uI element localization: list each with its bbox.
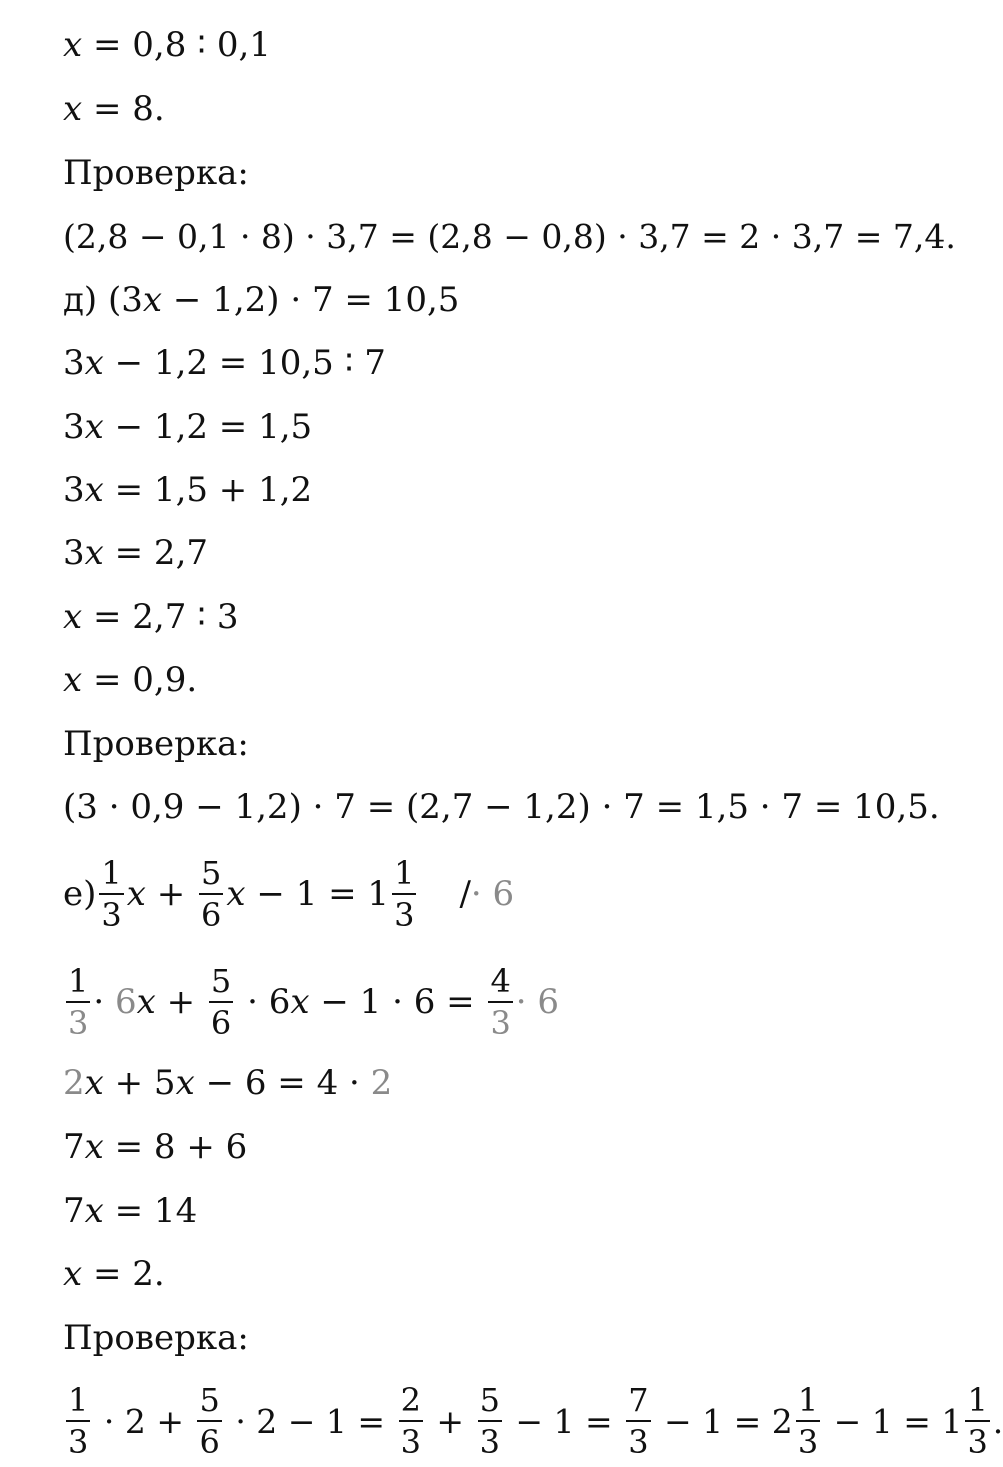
fraction-one-third [66,962,90,1042]
coef: 7 [63,1191,85,1231]
expr: − 1 = 1 [823,1401,963,1441]
fraction-seven-third [626,1381,650,1461]
fraction-bar [392,893,416,895]
var-x: x [136,982,156,1022]
fraction-bar [965,1420,989,1422]
denominator: 3 [394,896,415,934]
numerator: 5 [479,1381,500,1419]
line-9 [63,533,209,573]
line-10 [63,597,239,637]
expr: = 0,9. [82,660,198,700]
var-x: x [175,1063,195,1103]
fraction-bar [796,1420,820,1422]
var-x: x [84,343,104,383]
numerator: 5 [201,854,222,892]
numerator: 1 [101,854,122,892]
problem-e [63,846,514,942]
expr: − 1 = 2 [653,1401,793,1441]
numerator: 1 [967,1381,988,1419]
denominator: 6 [210,1004,232,1042]
hint-six: 6 [114,982,137,1022]
check-heading-1: Проверка: [63,153,249,193]
var-x: x [84,470,104,510]
line-18 [63,1191,198,1231]
fraction-bar [488,1001,512,1003]
line-6 [63,343,386,383]
check-line-2: (3 · 0,9 − 1,2) · 7 = (2,7 − 1,2) · 7 = 1,5 · 7 = 10,5. [63,787,940,827]
var-x: x [84,1127,104,1167]
var-x: x [63,660,83,700]
denominator: 3 [400,1423,421,1461]
numerator: 1 [68,1381,89,1419]
denominator: 6 [199,1423,220,1461]
denominator: 3 [490,1004,511,1042]
numerator: 2 [400,1381,421,1419]
expr: = 2,7 [103,533,209,573]
fraction-bar [478,1420,502,1422]
fraction-four-third [488,962,512,1042]
numerator: 1 [797,1381,819,1419]
fraction-five-sixth [209,962,233,1042]
label-e: е) [63,874,97,914]
fraction-five-third [478,1381,502,1461]
fraction-bar [199,893,223,895]
denominator: 3 [479,1423,500,1461]
fraction-bar [197,1420,221,1422]
denominator: 3 [797,1423,819,1461]
expr: = 8. [82,89,165,129]
check-heading-2: Проверка: [63,724,249,764]
label-d: д) (3 [63,280,143,320]
fraction-one-third [66,1381,90,1461]
expr: − 1 = [504,1401,624,1441]
var-x: x [84,533,104,573]
period: . [992,1401,1003,1441]
denominator: 3 [967,1423,988,1461]
line-15 [63,954,559,1050]
denominator: 3 [68,1423,89,1461]
coef: 3 [63,533,85,573]
fraction-one-third [796,1381,820,1461]
expr: − 1,2) · 7 = 10,5 [162,280,460,320]
numerator: 1 [394,854,415,892]
denominator: 6 [201,896,222,934]
fraction-bar [209,1001,233,1003]
expr: − 1 = 1 [245,874,390,914]
expr: − 6 = 4 · [194,1063,371,1103]
fraction-bar [99,893,123,895]
line-19 [63,1254,165,1294]
var-x: x [126,874,146,914]
expr: · 2 + [93,1401,195,1441]
expr: = 8 + 6 [103,1127,248,1167]
var-x: x [226,874,246,914]
line-1 [63,25,271,65]
hint-times-six: · 6 [515,982,560,1022]
fraction-two-third [399,1381,423,1461]
var-x: x [63,597,83,637]
line-8 [63,470,313,510]
line-17 [63,1127,248,1167]
expr: = 14 [103,1191,198,1231]
hint-two: 2 [370,1063,393,1103]
expr: = 1,5 + 1,2 [103,470,313,510]
multiplier-hint: · 6 [470,874,515,914]
fraction-one-third [392,854,416,934]
var-x: x [84,1063,104,1103]
coef: 3 [63,407,85,447]
line-7 [63,407,313,447]
fraction-bar [399,1420,423,1422]
check-heading-3: Проверка: [63,1318,249,1358]
denominator: 3 [101,896,122,934]
fraction-bar [66,1001,90,1003]
expr: − 1,2 = 1,5 [103,407,313,447]
coef: 7 [63,1127,85,1167]
var-x: x [63,89,83,129]
line-2 [63,89,165,129]
check-line-1: (2,8 − 0,1 · 8) · 3,7 = (2,8 − 0,8) · 3,7 = 2 · 3,7 = 7,4. [63,217,956,256]
var-x: x [63,1254,83,1294]
plus: + [155,982,206,1022]
dot: · [93,982,115,1022]
fraction-one-third [965,1381,989,1461]
fraction-five-sixth [197,1381,221,1461]
var-x: x [84,407,104,447]
numerator: 1 [68,962,89,1000]
multiplier-slash: / [459,874,471,914]
expr: = 2,7 ∶ 3 [82,597,239,637]
coef: 3 [63,470,85,510]
check-line-3 [63,1376,1003,1466]
problem-d [63,280,460,320]
var-x: x [290,982,310,1022]
expr: · 6 [236,982,291,1022]
fraction-five-sixth [199,854,223,934]
var-x: x [142,280,163,320]
hint-two: 2 [63,1063,85,1103]
fraction-one-third [99,854,123,934]
line-11 [63,660,198,700]
var-x: x [63,25,83,65]
denominator: 3 [68,1004,89,1042]
numerator: 4 [490,962,511,1000]
numerator: 7 [628,1381,649,1419]
numerator: 5 [210,962,232,1000]
denominator: 3 [628,1423,649,1461]
fraction-bar [66,1420,90,1422]
expr: − 1 · 6 = [309,982,486,1022]
expr: + 5 [103,1063,176,1103]
plus: + [145,874,197,914]
fraction-bar [626,1420,650,1422]
line-16 [63,1063,393,1103]
coef: 3 [63,343,85,383]
numerator: 5 [199,1381,220,1419]
expr: · 2 − 1 = [224,1401,396,1441]
expr: − 1,2 = 10,5 ∶ 7 [103,343,386,383]
var-x: x [84,1191,104,1231]
expr: = 0,8 ∶ 0,1 [82,25,271,65]
plus: + [425,1401,475,1441]
expr: = 2. [82,1254,165,1294]
